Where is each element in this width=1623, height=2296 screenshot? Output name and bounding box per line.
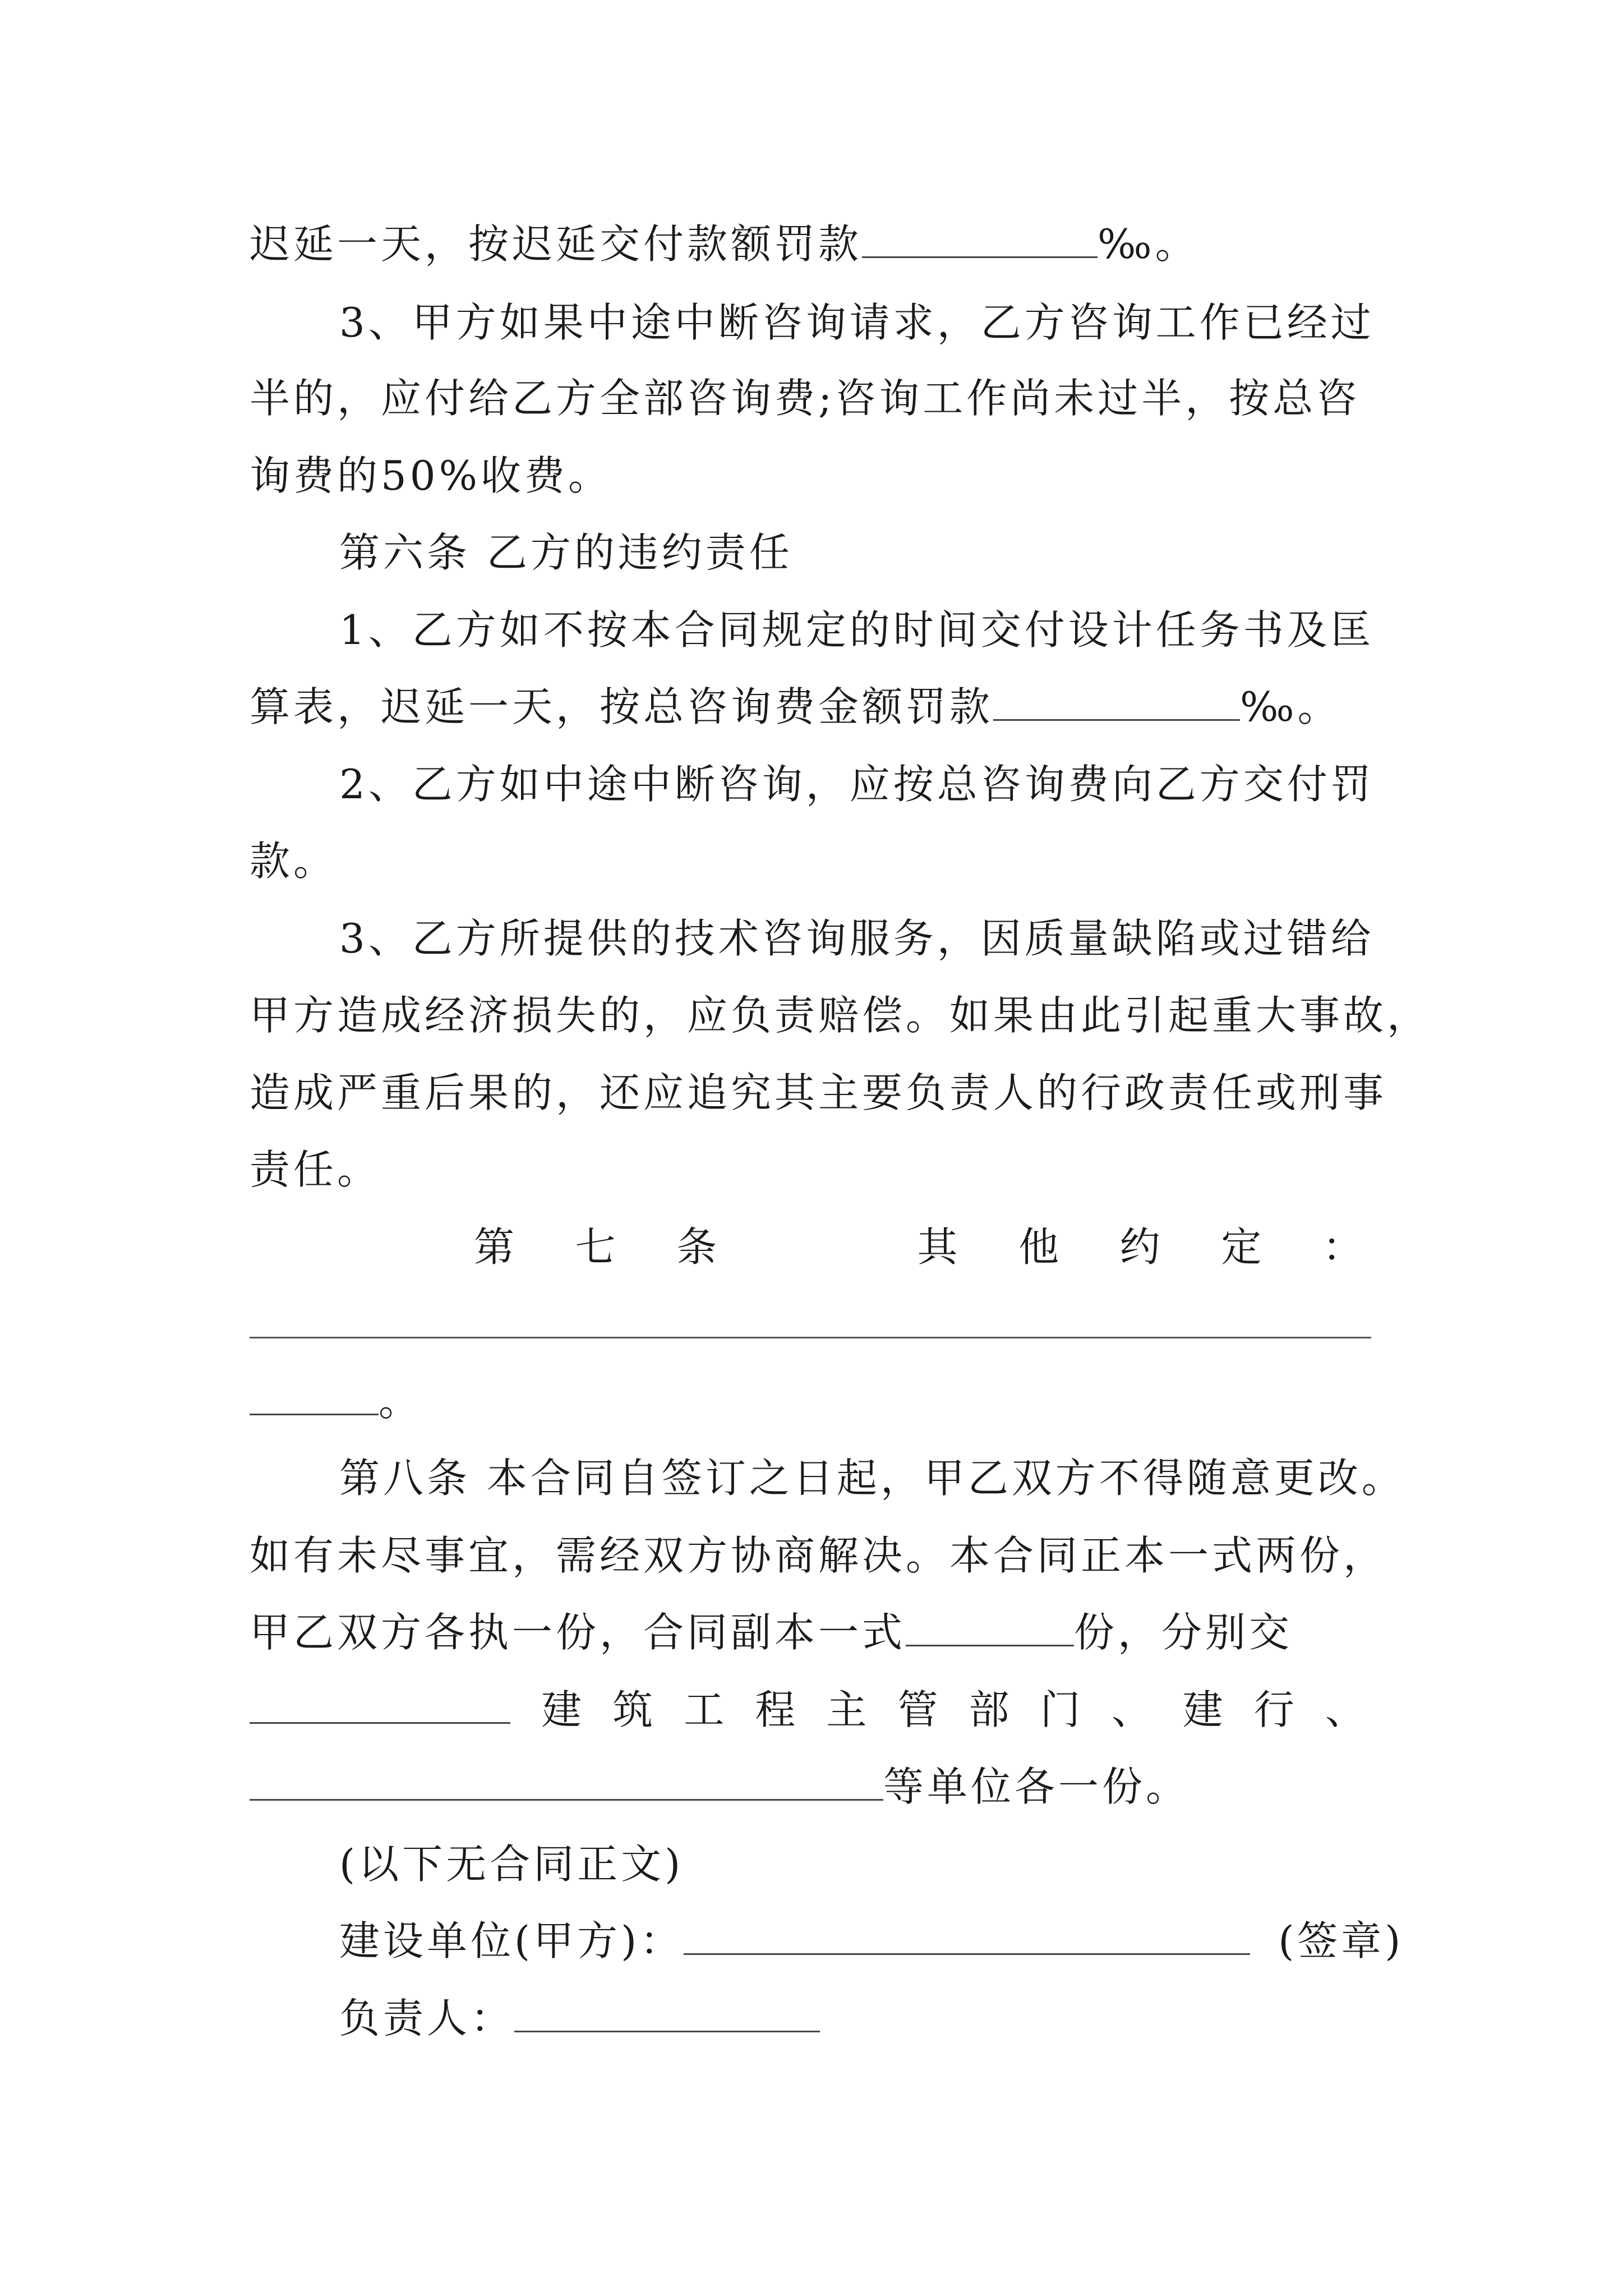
article-7-char: 条 [676, 1223, 717, 1271]
recipients-char: 门 [1040, 1686, 1081, 1733]
recipients-line [250, 1682, 1366, 1738]
article-7-char: 第 [474, 1223, 515, 1271]
article-6-heading: 第六条 乙方的违约责任 [339, 529, 793, 576]
permille-tail: ‰。 [1240, 683, 1341, 730]
recipients-char: 建 [1182, 1686, 1223, 1733]
paragraph-line: 3、甲方如果中途中断咨询请求，乙方咨询工作已经过 [339, 299, 1375, 346]
paragraph-line: 造成严重后果的，还应追究其主要负责人的行政责任或刑事 [250, 1069, 1387, 1116]
responsible-person-blank[interactable] [514, 1991, 820, 2032]
paragraph-line: 3、乙方所提供的技术咨询服务，因质量缺陷或过错给 [339, 915, 1375, 962]
recipients-char: 程 [755, 1686, 796, 1733]
party-a-signature-line [339, 1913, 1478, 1969]
recipients-char: 建 [541, 1686, 582, 1733]
article-7-char: 约 [1119, 1223, 1160, 1271]
recipients-char: 主 [826, 1686, 867, 1733]
other-terms-end-line [250, 1373, 1388, 1429]
recipients-char: 管 [897, 1686, 938, 1733]
other-terms-blank-continued[interactable] [250, 1374, 379, 1415]
paragraph-line: 款。 [250, 838, 338, 885]
paragraph-line: 询费的50%收费。 [250, 452, 612, 499]
paragraph-line: 甲方造成经济损失的，应负责赔偿。如果由此引起重大事故， [250, 992, 1431, 1039]
period: 。 [379, 1378, 423, 1425]
recipients-end-line [250, 1759, 1388, 1815]
other-terms-blank[interactable] [250, 1337, 1371, 1338]
party-a-label: 建设单位(甲方)： [339, 1917, 684, 1964]
paragraph-line: 半的，应付给乙方全部咨询费;咨询工作尚未过半，按总咨 [250, 375, 1361, 422]
copies-line [250, 1604, 1388, 1660]
paragraph-line: 责任。 [250, 1146, 381, 1193]
article-7-char: 七 [575, 1223, 616, 1271]
recipients-char: 、 [1111, 1686, 1152, 1733]
paragraph-line: 2、乙方如中途中断咨询，应按总咨询费向乙方交付罚 [339, 761, 1375, 808]
article-7-char: 其 [917, 1223, 958, 1271]
recipients-char: 部 [969, 1686, 1009, 1733]
copies-count-blank[interactable] [906, 1605, 1074, 1646]
recipients-char: 筑 [612, 1686, 653, 1733]
copies-tail: 份，分别交 [1074, 1609, 1293, 1656]
recipients-char: 、 [1325, 1686, 1366, 1733]
responsible-person-label: 负责人： [339, 1995, 515, 2042]
penalty-rate-blank[interactable] [993, 680, 1240, 721]
recipients-char: 工 [684, 1686, 725, 1733]
paragraph-line: 如有未尽事宜，需经双方协商解决。本合同正本一式两份， [250, 1532, 1387, 1579]
penalty-text: 算表，迟延一天，按总咨询费金额罚款 [250, 683, 994, 730]
penalty-rate-blank[interactable] [862, 217, 1098, 258]
clause-5-penalty-line [250, 216, 1388, 272]
party-a-name-blank[interactable] [684, 1914, 1250, 1955]
article-7-char: ： [1322, 1223, 1363, 1271]
permille-tail: ‰。 [1098, 220, 1199, 268]
clause-6-penalty-line [250, 679, 1388, 735]
recipients-char: 行 [1253, 1686, 1294, 1733]
recipient-blank[interactable] [250, 1760, 883, 1801]
responsible-person-line [339, 1990, 1478, 2046]
article-7-heading [474, 1219, 1363, 1275]
article-8-line: 第八条 本合同自签订之日起，甲乙双方不得随意更改。 [339, 1455, 1405, 1502]
penalty-text: 迟延一天，按迟延交付款额罚款 [250, 220, 863, 268]
article-7-char: 定 [1221, 1223, 1262, 1271]
end-of-text-note: (以下无合同正文) [339, 1841, 684, 1888]
copies-text: 甲乙双方各执一份，合同副本一式 [250, 1609, 906, 1656]
recipient-blank[interactable] [250, 1683, 510, 1724]
paragraph-line: 1、乙方如不按本合同规定的时间交付设计任务书及匡 [339, 606, 1375, 654]
article-7-char: 他 [1018, 1223, 1059, 1271]
seal-note: (签章) [1278, 1917, 1404, 1964]
recipients-tail: 等单位各一份。 [883, 1763, 1190, 1810]
